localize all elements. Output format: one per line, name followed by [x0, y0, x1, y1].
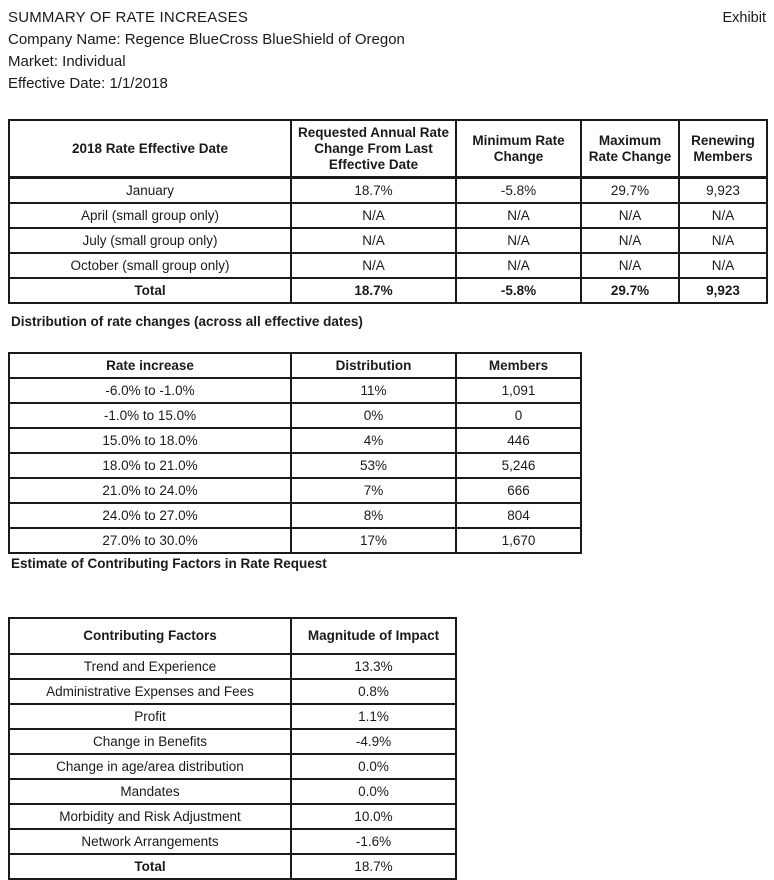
table-row: [9, 528, 581, 553]
table-cell: N/A: [291, 228, 456, 253]
table-row: [9, 428, 581, 453]
table-cell: -1.0% to 15.0%: [9, 403, 291, 428]
company-name-line: Company Name: Regence BlueCross BlueShield of Oregon: [8, 31, 405, 48]
table-cell: -5.8%: [456, 278, 581, 303]
table-cell: Profit: [9, 704, 291, 729]
column-header-requested-change: Requested Annual Rate Change From Last Effective Date: [291, 120, 456, 178]
distribution-table: [8, 352, 582, 554]
market-line: Market: Individual: [8, 53, 126, 70]
table-row: [9, 754, 456, 779]
table-cell: 1,670: [456, 528, 581, 553]
column-header-magnitude: Magnitude of Impact: [291, 618, 456, 654]
column-header-maximum-change: Maximum Rate Change: [581, 120, 679, 178]
column-header-renewing-members: Renewing Members: [679, 120, 767, 178]
table-cell: 8%: [291, 503, 456, 528]
table-cell: April (small group only): [9, 203, 291, 228]
column-header-distribution: Distribution: [291, 353, 456, 378]
table-cell: Change in Benefits: [9, 729, 291, 754]
table-cell: N/A: [679, 203, 767, 228]
table-header-row: [9, 618, 456, 654]
table-row: [9, 403, 581, 428]
column-header-rate-increase: Rate increase: [9, 353, 291, 378]
table-cell: 10.0%: [291, 804, 456, 829]
table-header-row: [9, 353, 581, 378]
table-row: [9, 378, 581, 403]
table-row: [9, 679, 456, 704]
table-cell: 9,923: [679, 278, 767, 303]
table-cell: January: [9, 178, 291, 204]
table-cell: 18.7%: [291, 278, 456, 303]
table-cell: 27.0% to 30.0%: [9, 528, 291, 553]
rate-increase-table: [8, 119, 768, 304]
table-cell: 24.0% to 27.0%: [9, 503, 291, 528]
contributing-factors-table: [8, 617, 457, 880]
table-cell: Mandates: [9, 779, 291, 804]
table-cell: N/A: [581, 253, 679, 278]
table-row: [9, 704, 456, 729]
table-cell: N/A: [456, 203, 581, 228]
table-cell: Network Arrangements: [9, 829, 291, 854]
table-row: [9, 478, 581, 503]
table-row: [9, 779, 456, 804]
table-row: [9, 503, 581, 528]
table-cell: -1.6%: [291, 829, 456, 854]
table-cell: N/A: [456, 228, 581, 253]
table-cell: N/A: [581, 228, 679, 253]
table-header-row: [9, 120, 767, 178]
table-cell: 53%: [291, 453, 456, 478]
factors-section-heading: Estimate of Contributing Factors in Rate Request: [11, 556, 327, 571]
table-cell: 7%: [291, 478, 456, 503]
table-cell: N/A: [679, 253, 767, 278]
table-cell: 0.0%: [291, 779, 456, 804]
table-cell: N/A: [291, 203, 456, 228]
column-header-members: Members: [456, 353, 581, 378]
table-cell: 446: [456, 428, 581, 453]
table-cell: 11%: [291, 378, 456, 403]
table-cell: 4%: [291, 428, 456, 453]
table-cell: 9,923: [679, 178, 767, 204]
effective-date-line: Effective Date: 1/1/2018: [8, 75, 168, 92]
table-cell: 666: [456, 478, 581, 503]
table-cell: 29.7%: [581, 178, 679, 204]
table-cell: 0%: [291, 403, 456, 428]
column-header-effective-date: 2018 Rate Effective Date: [9, 120, 291, 178]
table-cell: 18.7%: [291, 854, 456, 879]
table-row: [9, 654, 456, 679]
table-cell: Trend and Experience: [9, 654, 291, 679]
table-cell: -5.8%: [456, 178, 581, 204]
table-row: [9, 829, 456, 854]
table-cell: Morbidity and Risk Adjustment: [9, 804, 291, 829]
table-cell: 0.8%: [291, 679, 456, 704]
table-cell: 21.0% to 24.0%: [9, 478, 291, 503]
table-cell: 18.0% to 21.0%: [9, 453, 291, 478]
table-row-october: [9, 253, 767, 278]
table-row-total: [9, 278, 767, 303]
table-row-july: [9, 228, 767, 253]
table-cell: October (small group only): [9, 253, 291, 278]
table-cell: N/A: [679, 228, 767, 253]
distribution-section-heading: Distribution of rate changes (across all effective dates): [11, 314, 363, 329]
table-row: [9, 804, 456, 829]
table-cell: Administrative Expenses and Fees: [9, 679, 291, 704]
table-cell: July (small group only): [9, 228, 291, 253]
table-cell: 1.1%: [291, 704, 456, 729]
table-cell: N/A: [456, 253, 581, 278]
table-cell: N/A: [581, 203, 679, 228]
table-row-total: [9, 854, 456, 879]
table-cell: Change in age/area distribution: [9, 754, 291, 779]
table-cell: 13.3%: [291, 654, 456, 679]
column-header-contributing-factors: Contributing Factors: [9, 618, 291, 654]
table-cell: 29.7%: [581, 278, 679, 303]
page-title: SUMMARY OF RATE INCREASES: [8, 9, 249, 26]
table-cell: -6.0% to -1.0%: [9, 378, 291, 403]
column-header-minimum-change: Minimum Rate Change: [456, 120, 581, 178]
table-cell: 1,091: [456, 378, 581, 403]
table-row-april: [9, 203, 767, 228]
table-row-january: [9, 178, 767, 204]
table-cell: 0: [456, 403, 581, 428]
table-cell-total-label: Total: [9, 278, 291, 303]
table-row: [9, 729, 456, 754]
table-cell: 804: [456, 503, 581, 528]
table-cell: N/A: [291, 253, 456, 278]
document-header: [8, 8, 766, 28]
table-row: [9, 453, 581, 478]
table-cell: -4.9%: [291, 729, 456, 754]
table-cell: 17%: [291, 528, 456, 553]
table-cell: 5,246: [456, 453, 581, 478]
table-cell: 0.0%: [291, 754, 456, 779]
table-cell-total-label: Total: [9, 854, 291, 879]
table-cell: 18.7%: [291, 178, 456, 204]
exhibit-label: Exhibit: [722, 10, 766, 26]
table-cell: 15.0% to 18.0%: [9, 428, 291, 453]
